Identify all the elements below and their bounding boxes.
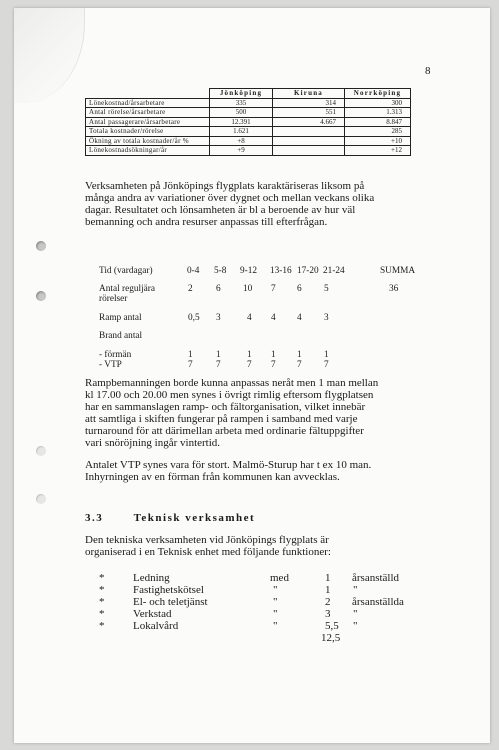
cell-value: 8.847: [345, 117, 411, 127]
cell-value: 335: [210, 98, 273, 108]
paragraph-line: Rampbemanningen borde kunna anpassas neråt men 1 man mellan: [85, 377, 379, 389]
table-row: [86, 127, 411, 137]
paragraph-line: Verksamheten på Jönköpings flygplats karaktäriseras liksom på: [85, 180, 365, 192]
cell-value: 300: [345, 98, 411, 108]
row-label: Antal passagerare/årsarbetare: [86, 117, 210, 127]
cell-value: 1: [297, 350, 302, 360]
row-label: Lönekostnadsökningar/år: [86, 146, 210, 156]
table-row: [86, 117, 411, 127]
cell-value: 5: [324, 284, 329, 294]
paragraph-line: bemanning och andra resurser anpassas till efterfrågan.: [85, 216, 328, 228]
paragraph-line: Inhyrningen av en förman från kommunen kan avvecklas.: [85, 471, 340, 483]
function-unit: årsanställd: [352, 572, 400, 584]
cell-value: 285: [345, 127, 411, 137]
row-label: Ramp antal: [99, 313, 142, 323]
cell-value: 500: [210, 108, 273, 118]
cell-value: 0,5: [188, 313, 200, 323]
cell-value: 1: [216, 350, 221, 360]
row-label: rörelser: [99, 294, 128, 304]
time-column: 0-4: [187, 266, 200, 276]
cell-value: 2: [188, 284, 193, 294]
folded-corner: [14, 8, 85, 103]
cell-value: [273, 127, 345, 137]
cell-value: 7: [216, 360, 221, 370]
function-total: 12,5: [321, 632, 341, 644]
list-bullet: *: [99, 620, 105, 632]
cell-value: 4.667: [273, 117, 345, 127]
paragraph-line: kl 17.00 och 20.00 men synes i övrigt rimlig eftersom flygplatsen: [85, 389, 374, 401]
paragraph-line: har en sammanslagen ramp- och fältorganisation, vilket innebär: [85, 401, 366, 413]
column-header: Jönköping: [210, 89, 273, 99]
list-bullet: *: [99, 572, 105, 584]
table-row: [86, 108, 411, 118]
row-label: Totala kostnader/rörelse: [86, 127, 210, 137]
function-name: El- och teletjänst: [133, 596, 208, 608]
cell-value: 551: [273, 108, 345, 118]
cell-value: +10: [345, 136, 411, 146]
function-name: Lokalvård: [133, 620, 179, 632]
cell-value: +12: [345, 146, 411, 156]
function-name: Ledning: [133, 572, 170, 584]
cell-value: +8: [210, 136, 273, 146]
cell-value: 1.313: [345, 108, 411, 118]
cell-value: 3: [324, 313, 329, 323]
cell-value: 1.621: [210, 127, 273, 137]
paragraph-line: Antalet VTP synes vara för stort. Malmö-Sturup har t ex 10 man.: [85, 459, 372, 471]
row-label: Ökning av totala kostnader/år %: [86, 136, 210, 146]
cell-value: 6: [216, 284, 221, 294]
paragraph-line: dagar. Resultatet och lönsamheten är bl a beroende av hur väl: [85, 204, 356, 216]
cell-value: +9: [210, 146, 273, 156]
cell-value: 4: [297, 313, 302, 323]
paragraph-line: många andra av variationer över dygnet och mellan veckans olika: [85, 192, 375, 204]
table-row: [86, 136, 411, 146]
time-column: 17-20: [297, 266, 319, 276]
function-mark: ": [273, 608, 278, 620]
cell-value: 314: [273, 98, 345, 108]
list-bullet: *: [99, 596, 105, 608]
punch-hole: [36, 494, 46, 504]
paragraph-line: att samtliga i skiften fungerar på rampen i samband med varje: [85, 413, 358, 425]
cell-value: [273, 146, 345, 156]
cell-value: 12.391: [210, 117, 273, 127]
table-row: [86, 146, 411, 156]
time-label: Tid (vardagar): [99, 266, 153, 276]
row-label: - VTP: [99, 360, 122, 370]
function-mark: ": [273, 596, 278, 608]
cell-value: 1: [324, 350, 329, 360]
function-mark: ": [273, 620, 278, 632]
column-header: Kiruna: [273, 89, 345, 99]
row-label: Antal rörelse/årsarbetare: [86, 108, 210, 118]
punch-hole: [36, 446, 46, 456]
punch-hole: [36, 241, 46, 251]
function-unit: årsanställda: [352, 596, 404, 608]
cell-value: 3: [216, 313, 221, 323]
column-header: Norrköping: [345, 89, 411, 99]
paragraph-line: organiserad i en Teknisk enhet med följande funktioner:: [85, 546, 331, 558]
function-unit: ": [353, 608, 358, 620]
function-unit: ": [353, 584, 358, 596]
time-column: 21-24: [323, 266, 345, 276]
section-number: 3.3: [85, 512, 104, 524]
row-label: - förmän: [99, 350, 132, 360]
page-number: 8: [425, 65, 431, 77]
table-header-row: [86, 89, 411, 99]
function-count: 2: [325, 596, 331, 608]
function-unit: ": [353, 620, 358, 632]
cell-value: [273, 136, 345, 146]
row-label: Lönekostnad/årsarbetare: [86, 98, 210, 108]
section-title: Teknisk verksamhet: [133, 512, 256, 524]
time-column: 13-16: [270, 266, 292, 276]
time-column: 9-12: [240, 266, 258, 276]
cell-value: 1: [247, 350, 252, 360]
punch-hole: [36, 291, 46, 301]
list-bullet: *: [99, 608, 105, 620]
cell-value: 7: [247, 360, 252, 370]
cell-value: 4: [271, 313, 276, 323]
paragraph-line: vari snöröjning ingår vintertid.: [85, 437, 221, 449]
row-label: Antal reguljära: [99, 284, 156, 294]
paragraph-line: Den tekniska verksamheten vid Jönköpings flygplats är: [85, 534, 329, 546]
cell-value: 6: [297, 284, 302, 294]
comparison-table: [85, 88, 411, 156]
function-count: 1: [325, 584, 331, 596]
time-column: 5-8: [214, 266, 227, 276]
cell-value: 7: [297, 360, 302, 370]
cell-value: 7: [324, 360, 329, 370]
list-bullet: *: [99, 584, 105, 596]
table-row: [86, 98, 411, 108]
function-name: Verkstad: [133, 608, 172, 620]
function-mark: med: [270, 572, 289, 584]
function-mark: ": [273, 584, 278, 596]
function-count: 3: [325, 608, 331, 620]
cell-value: 7: [271, 284, 276, 294]
function-name: Fastighetskötsel: [133, 584, 204, 596]
cell-value: 7: [271, 360, 276, 370]
function-count: 1: [325, 572, 331, 584]
paragraph-line: turnaround för att därimellan arbeta med ordinarie fältuppgifter: [85, 425, 364, 437]
row-label: Brand antal: [99, 331, 143, 341]
cell-value: 1: [188, 350, 193, 360]
summa-column: SUMMA: [380, 266, 416, 276]
cell-value: 36: [389, 284, 399, 294]
cell-value: 4: [247, 313, 252, 323]
cell-value: 10: [243, 284, 253, 294]
section-heading: [85, 512, 255, 524]
cell-value: 1: [271, 350, 276, 360]
cell-value: 7: [188, 360, 193, 370]
function-count: 5,5: [325, 620, 339, 632]
